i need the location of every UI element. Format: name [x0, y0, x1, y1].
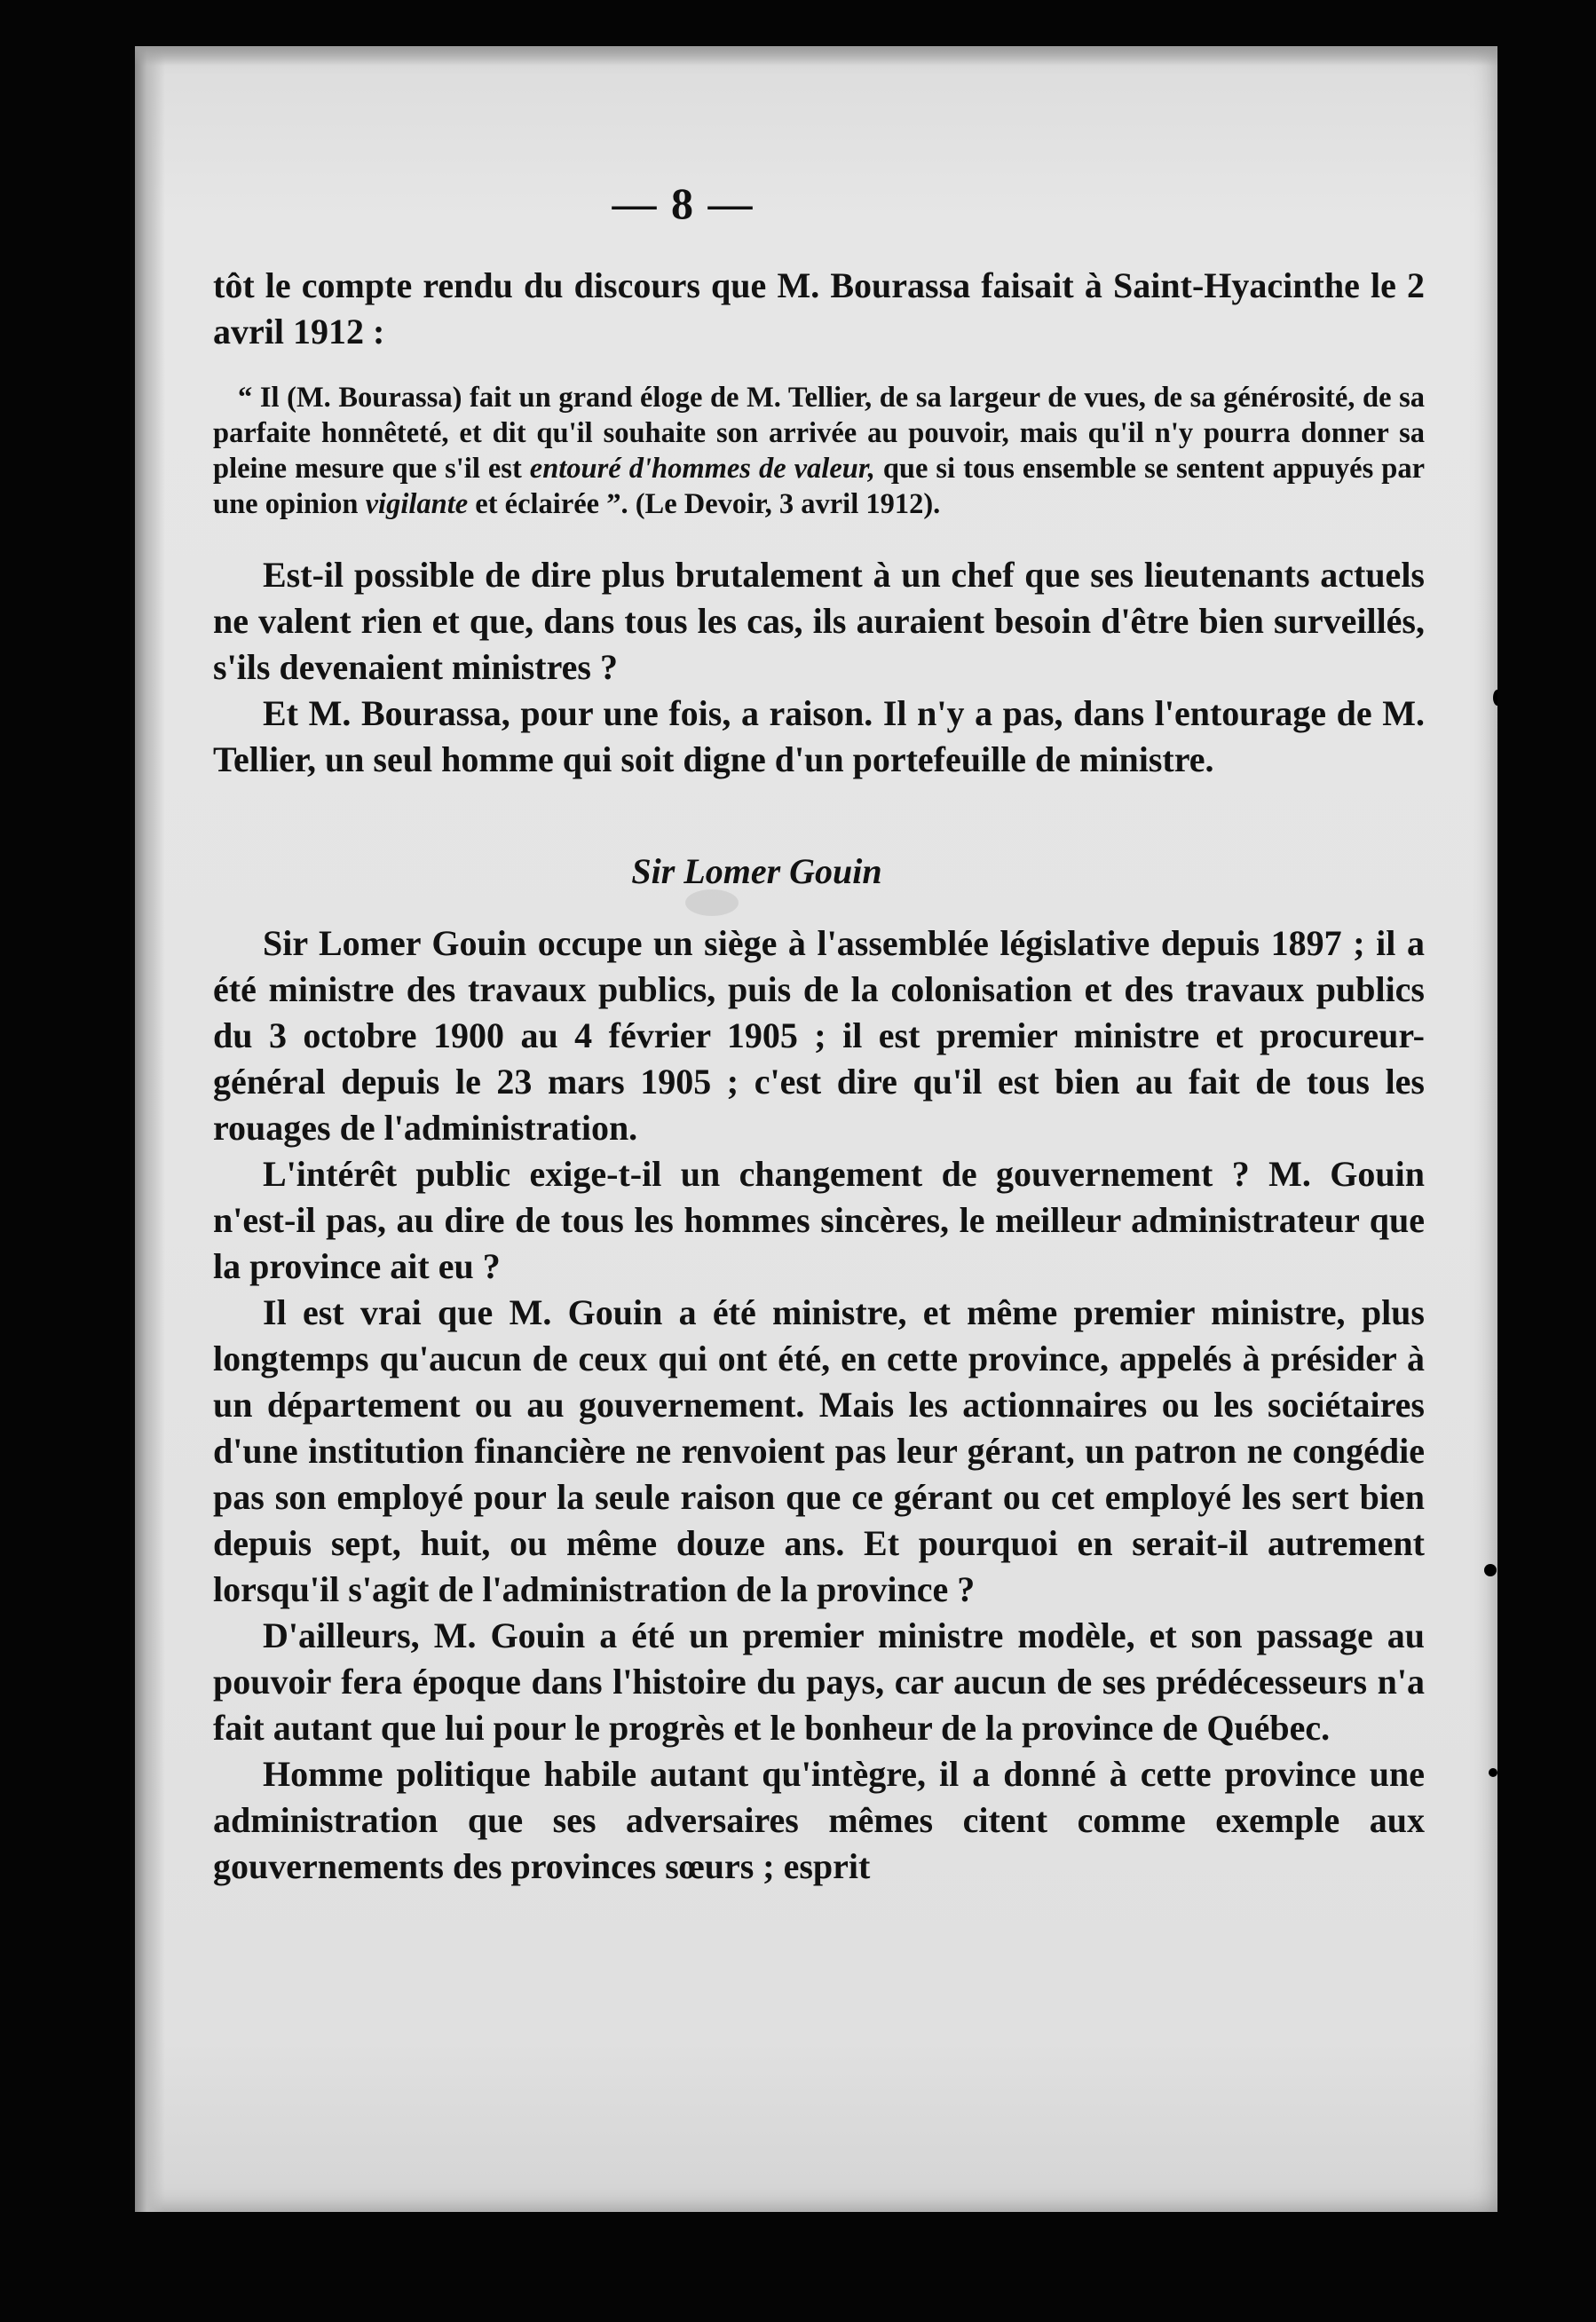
quote-emphasis-1: entouré d'hommes de valeur,: [529, 453, 875, 485]
scan-speck: [1489, 1768, 1497, 1777]
document-page: [135, 46, 1497, 2212]
paragraph: D'ailleurs, M. Gouin a été un premier ministre modèle, et son passage au pouvoir fera époque dans l'histoire du pays, car aucun de ses prédécesseurs n'a fait autant que lui pour le progrès et le bonheur de la province de Québec.: [213, 1615, 1425, 1748]
quote-emphasis-2: vigilante: [365, 488, 469, 520]
page-shadow-left: [135, 46, 165, 2212]
page-body: [213, 263, 1425, 1890]
paragraph: L'intérêt public exige-t-il un changement de gouvernement ? M. Gouin n'est-il pas, au dire de tous les hommes sincères, le meilleur administrateur que la province ait eu ?: [213, 1154, 1425, 1286]
section-heading: Sir Lomer Gouin: [631, 851, 882, 891]
quote-text-middle: que si tous ensemble se sentent appuyés par une opinion: [213, 453, 1426, 520]
paragraph: Est-il possible de dire plus brutalement à un chef que ses lieutenants actuels ne valent rien et que, dans tous les cas, ils auraient besoin d'être bien surveillés, s'ils devenaient ministres ?: [213, 555, 1425, 687]
quoted-speech: [213, 380, 1425, 522]
paragraph: Sir Lomer Gouin occupe un siège à l'assemblée législative depuis 1897 ; il a été ministre des travaux publics, puis de la colonisation et des travaux publics du 3 octobre 1900 au 4 février 1905 ; il est premier ministre et procureur-général depuis le 23 mars 1905 ; c'est dire qu'il est bien au fait de tous les rouages de l'administration.: [213, 923, 1425, 1148]
scan-speck: [1493, 690, 1497, 706]
intro-paragraph: tôt le compte rendu du discours que M. Bourassa faisait à Saint-Hyacinthe le 2 avril 1912 :: [213, 265, 1425, 351]
scan-speck: [1484, 1564, 1497, 1576]
page-number: — 8 —: [612, 178, 755, 228]
quote-text-end: et éclairée ”. (Le Devoir, 3 avril 1912).: [468, 488, 941, 520]
page-shadow-top: [135, 46, 1497, 66]
scan-stain: [685, 889, 739, 916]
paragraph: Il est vrai que M. Gouin a été ministre, et même premier ministre, plus longtemps qu'aucun de ceux qui ont été, en cette province, appelés à présider à un département ou au gouvernement. Mais les actionnaires ou les sociétaires d'une institution financière ne renvoient pas leur gérant, un patron ne congédie pas son employé pour la seule raison que ce gérant ou cet employé les sert bien depuis sept, huit, ou même douze ans. Et pourquoi en serait-il autrement lorsqu'il s'agit de l'administration de la province ?: [213, 1292, 1425, 1609]
paragraph: Homme politique habile autant qu'intègre, il a donné à cette province une administration que ses adversaires mêmes citent comme exemple aux gouvernements des provinces sœurs ; esprit: [213, 1754, 1425, 1886]
paragraph: Et M. Bourassa, pour une fois, a raison. Il n'y a pas, dans l'entourage de M. Tellier, un seul homme qui soit digne d'un portefeuille de ministre.: [213, 693, 1425, 779]
quote-text-start: “ Il (M. Bourassa) fait un grand éloge de M. Tellier, de sa largeur de vues, de sa générosité, de sa parfaite honnêteté, et dit qu'il souhaite son arrivée au pouvoir, mais qu'il n'y pourra donner sa pleine mesure que s'il est: [213, 382, 1425, 485]
